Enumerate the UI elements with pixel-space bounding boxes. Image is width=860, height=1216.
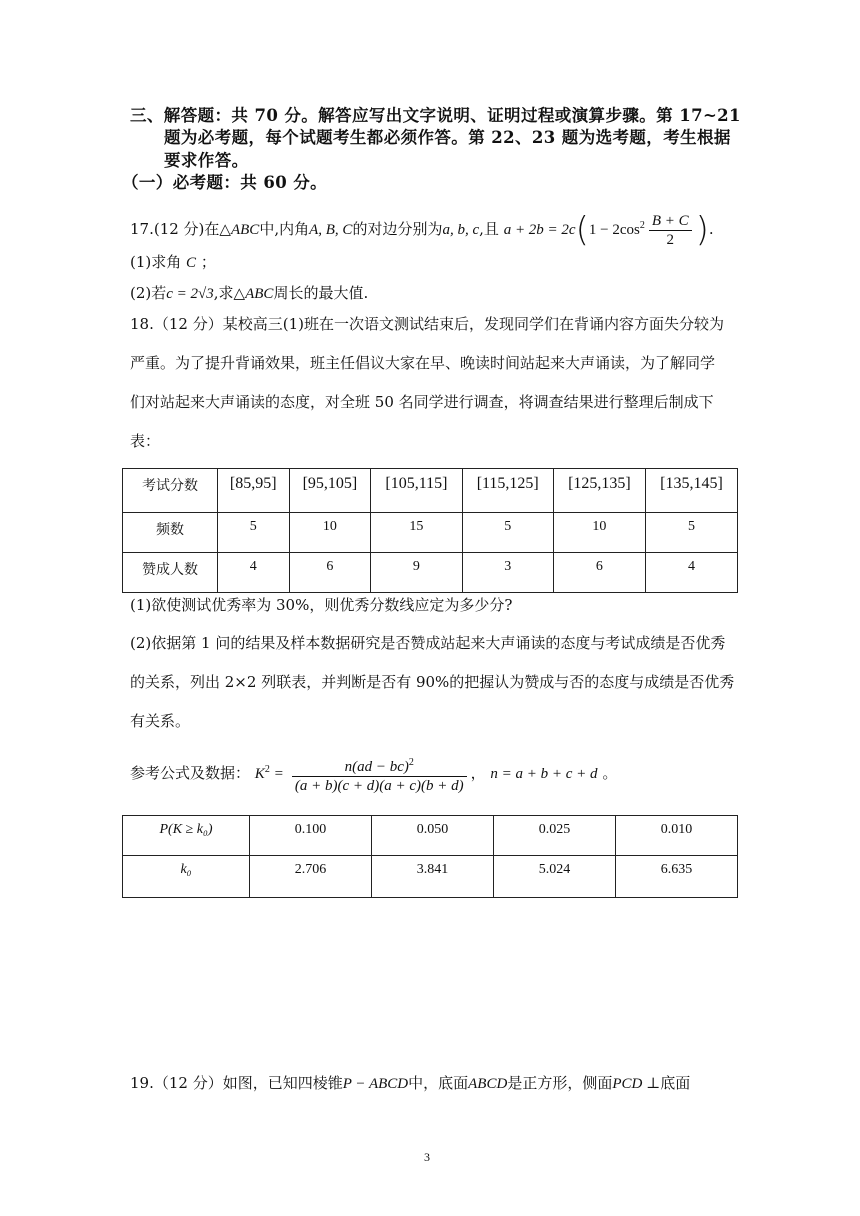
q17-one-minus: 1 − 2cos: [588, 222, 640, 238]
q19-var2: ABCD: [468, 1076, 508, 1092]
q17-eq-lhs: a + 2b = 2c: [503, 222, 576, 238]
table-agree-label: 赞成人数: [123, 553, 218, 593]
q18-part2-line1: (2)依据第 1 问的结果及样本数据研究是否赞成站起来大声诵读的态度与考试成绩是否优秀: [130, 634, 726, 652]
table-cell: 0.025: [494, 816, 616, 856]
q19-part-c: 是正方形，侧面: [507, 1074, 613, 1092]
table-cell: 5.024: [494, 856, 616, 898]
q18-part2-line2: 的关系，列出 2×2 列联表，并判断是否有 90%的把握认为赞成与否的态度与成绩是否优秀: [130, 673, 735, 691]
table-cell: [115,125]: [462, 469, 553, 513]
table-row: [123, 856, 738, 898]
formula-end: 。: [602, 764, 618, 782]
table-cell: 6: [289, 553, 371, 593]
table-cell: 0.010: [616, 816, 738, 856]
formula-k-square: 2: [264, 764, 270, 775]
q17-part1: [130, 252, 216, 273]
table-cell: 10: [289, 513, 371, 553]
formula-num: [292, 754, 467, 777]
table-cell: 5: [645, 513, 737, 553]
q17-part2-abc: ABC: [245, 286, 274, 302]
q17-fraction: [649, 212, 692, 249]
table-cell: [105,115]: [371, 469, 462, 513]
table-row: [123, 553, 738, 593]
q17-angles: A, B, C: [309, 222, 353, 238]
formula-label: 参考公式及数据：: [130, 764, 251, 782]
q19-part-a: 19.（12 分）如图，已知四棱锥: [130, 1074, 343, 1092]
table-cell: 5: [462, 513, 553, 553]
table-cell: 6.635: [616, 856, 738, 898]
q18-line4: 表：: [130, 432, 161, 450]
q17-sides: a, b, c: [442, 222, 480, 238]
left-paren: (: [575, 210, 589, 250]
formula-den: (a + b)(c + d)(a + c)(b + d): [294, 777, 464, 794]
formula-fraction: [292, 754, 467, 795]
q17-mid2: 的对边分别为: [352, 220, 443, 238]
q18-line1: 18.（12 分）某校高三(1)班在一次语文测试结束后，发现同学们在背诵内容方面失分较为: [130, 315, 724, 333]
table-cell: 3: [462, 553, 553, 593]
section-heading-line2: 题为必考题，每个试题考生都必须作答。第 22、23 题为选考题，考生根据: [164, 128, 731, 147]
table-prob-label: P(K ≥ k₀): [123, 816, 250, 856]
q19-var3: PCD ⊥: [612, 1076, 661, 1092]
table-cell: [135,145]: [645, 469, 737, 513]
q17-frac-den: 2: [666, 231, 674, 248]
formula-k: K: [254, 766, 265, 782]
table-cell: [125,135]: [553, 469, 645, 513]
table-cell: 4: [218, 553, 290, 593]
table-row: [123, 816, 738, 856]
table-row: [123, 513, 738, 553]
q17-part2: [130, 283, 368, 304]
table-cell: 15: [371, 513, 462, 553]
table-k0-label: k₀: [123, 856, 250, 898]
formula-n: n = a + b + c + d: [490, 766, 598, 782]
q17-part2-end: 周长的最大值.: [273, 284, 369, 302]
score-frequency-table: [122, 468, 738, 593]
q17-abc: ABC: [230, 222, 260, 238]
q18-line3: 们对站起来大声诵读的态度，对全班 50 名同学进行调查，将调查结果进行整理后制成下: [130, 393, 714, 411]
page-number: 3: [424, 1150, 430, 1164]
table-cell: [85,95]: [218, 469, 290, 513]
section-heading-line3: 要求作答。: [164, 151, 249, 170]
table-cell: 0.050: [372, 816, 494, 856]
triangle-symbol-2: △: [233, 286, 246, 302]
q17-frac-num: B + C: [649, 212, 692, 231]
table-cell: 9: [371, 553, 462, 593]
q17-intro: 17.(12 分)在: [130, 220, 220, 238]
table-cell: [95,105]: [289, 469, 371, 513]
q19-line1: [130, 1073, 690, 1094]
section-subheading: （一）必考题：共 60 分。: [122, 173, 328, 192]
table-cell: 4: [645, 553, 737, 593]
q18-formula: [130, 748, 617, 796]
right-paren: ): [695, 210, 709, 250]
table-cell: 3.841: [372, 856, 494, 898]
table-cell: 10: [553, 513, 645, 553]
q17-part2-eq: c = 2√3: [166, 286, 214, 302]
equals-sign: =: [274, 766, 284, 782]
q17-part1-end: ；: [200, 253, 216, 271]
table-cell: 6: [553, 553, 645, 593]
formula-num-text: n(ad − bc): [344, 758, 409, 775]
q19-part-d: 底面: [660, 1074, 691, 1092]
comma: ，: [470, 766, 486, 782]
q19-var1: P − ABCD: [342, 1076, 409, 1092]
q19-part-b: 中，底面: [408, 1074, 469, 1092]
table-freq-label: 频数: [123, 513, 218, 553]
q18-line2: 严重。为了提升背诵效果，班主任倡议大家在早、晚读时间站起来大声诵读，为了解同学: [130, 354, 716, 372]
table-header-label: 考试分数: [123, 469, 218, 513]
section-heading-line1: 三、解答题：共 70 分。解答应写出文字说明、证明过程或演算步骤。第 17~21: [130, 106, 741, 125]
q18-part2-line3: 有关系。: [130, 712, 191, 730]
q17-part2-mid: ,求: [213, 284, 234, 302]
q17-statement: [130, 204, 714, 252]
formula-num-square: 2: [408, 756, 414, 768]
q17-part1-label: (1)求角: [130, 253, 182, 271]
q17-square: 2: [639, 220, 645, 231]
critical-value-table: [122, 815, 738, 898]
q18-part1: (1)欲使测试优秀率为 30%，则优秀分数线应定为多少分?: [130, 596, 513, 614]
table-row: [123, 469, 738, 513]
q17-mid1: 中,内角: [259, 220, 310, 238]
q17-part1-var: C: [186, 255, 197, 271]
table-cell: 2.706: [250, 856, 372, 898]
table-cell: 5: [218, 513, 290, 553]
q17-mid3: ,且: [479, 220, 499, 238]
table-cell: 0.100: [250, 816, 372, 856]
q17-part2-label: (2)若: [130, 284, 167, 302]
q17-end: .: [708, 220, 714, 238]
triangle-symbol: △: [219, 222, 231, 238]
